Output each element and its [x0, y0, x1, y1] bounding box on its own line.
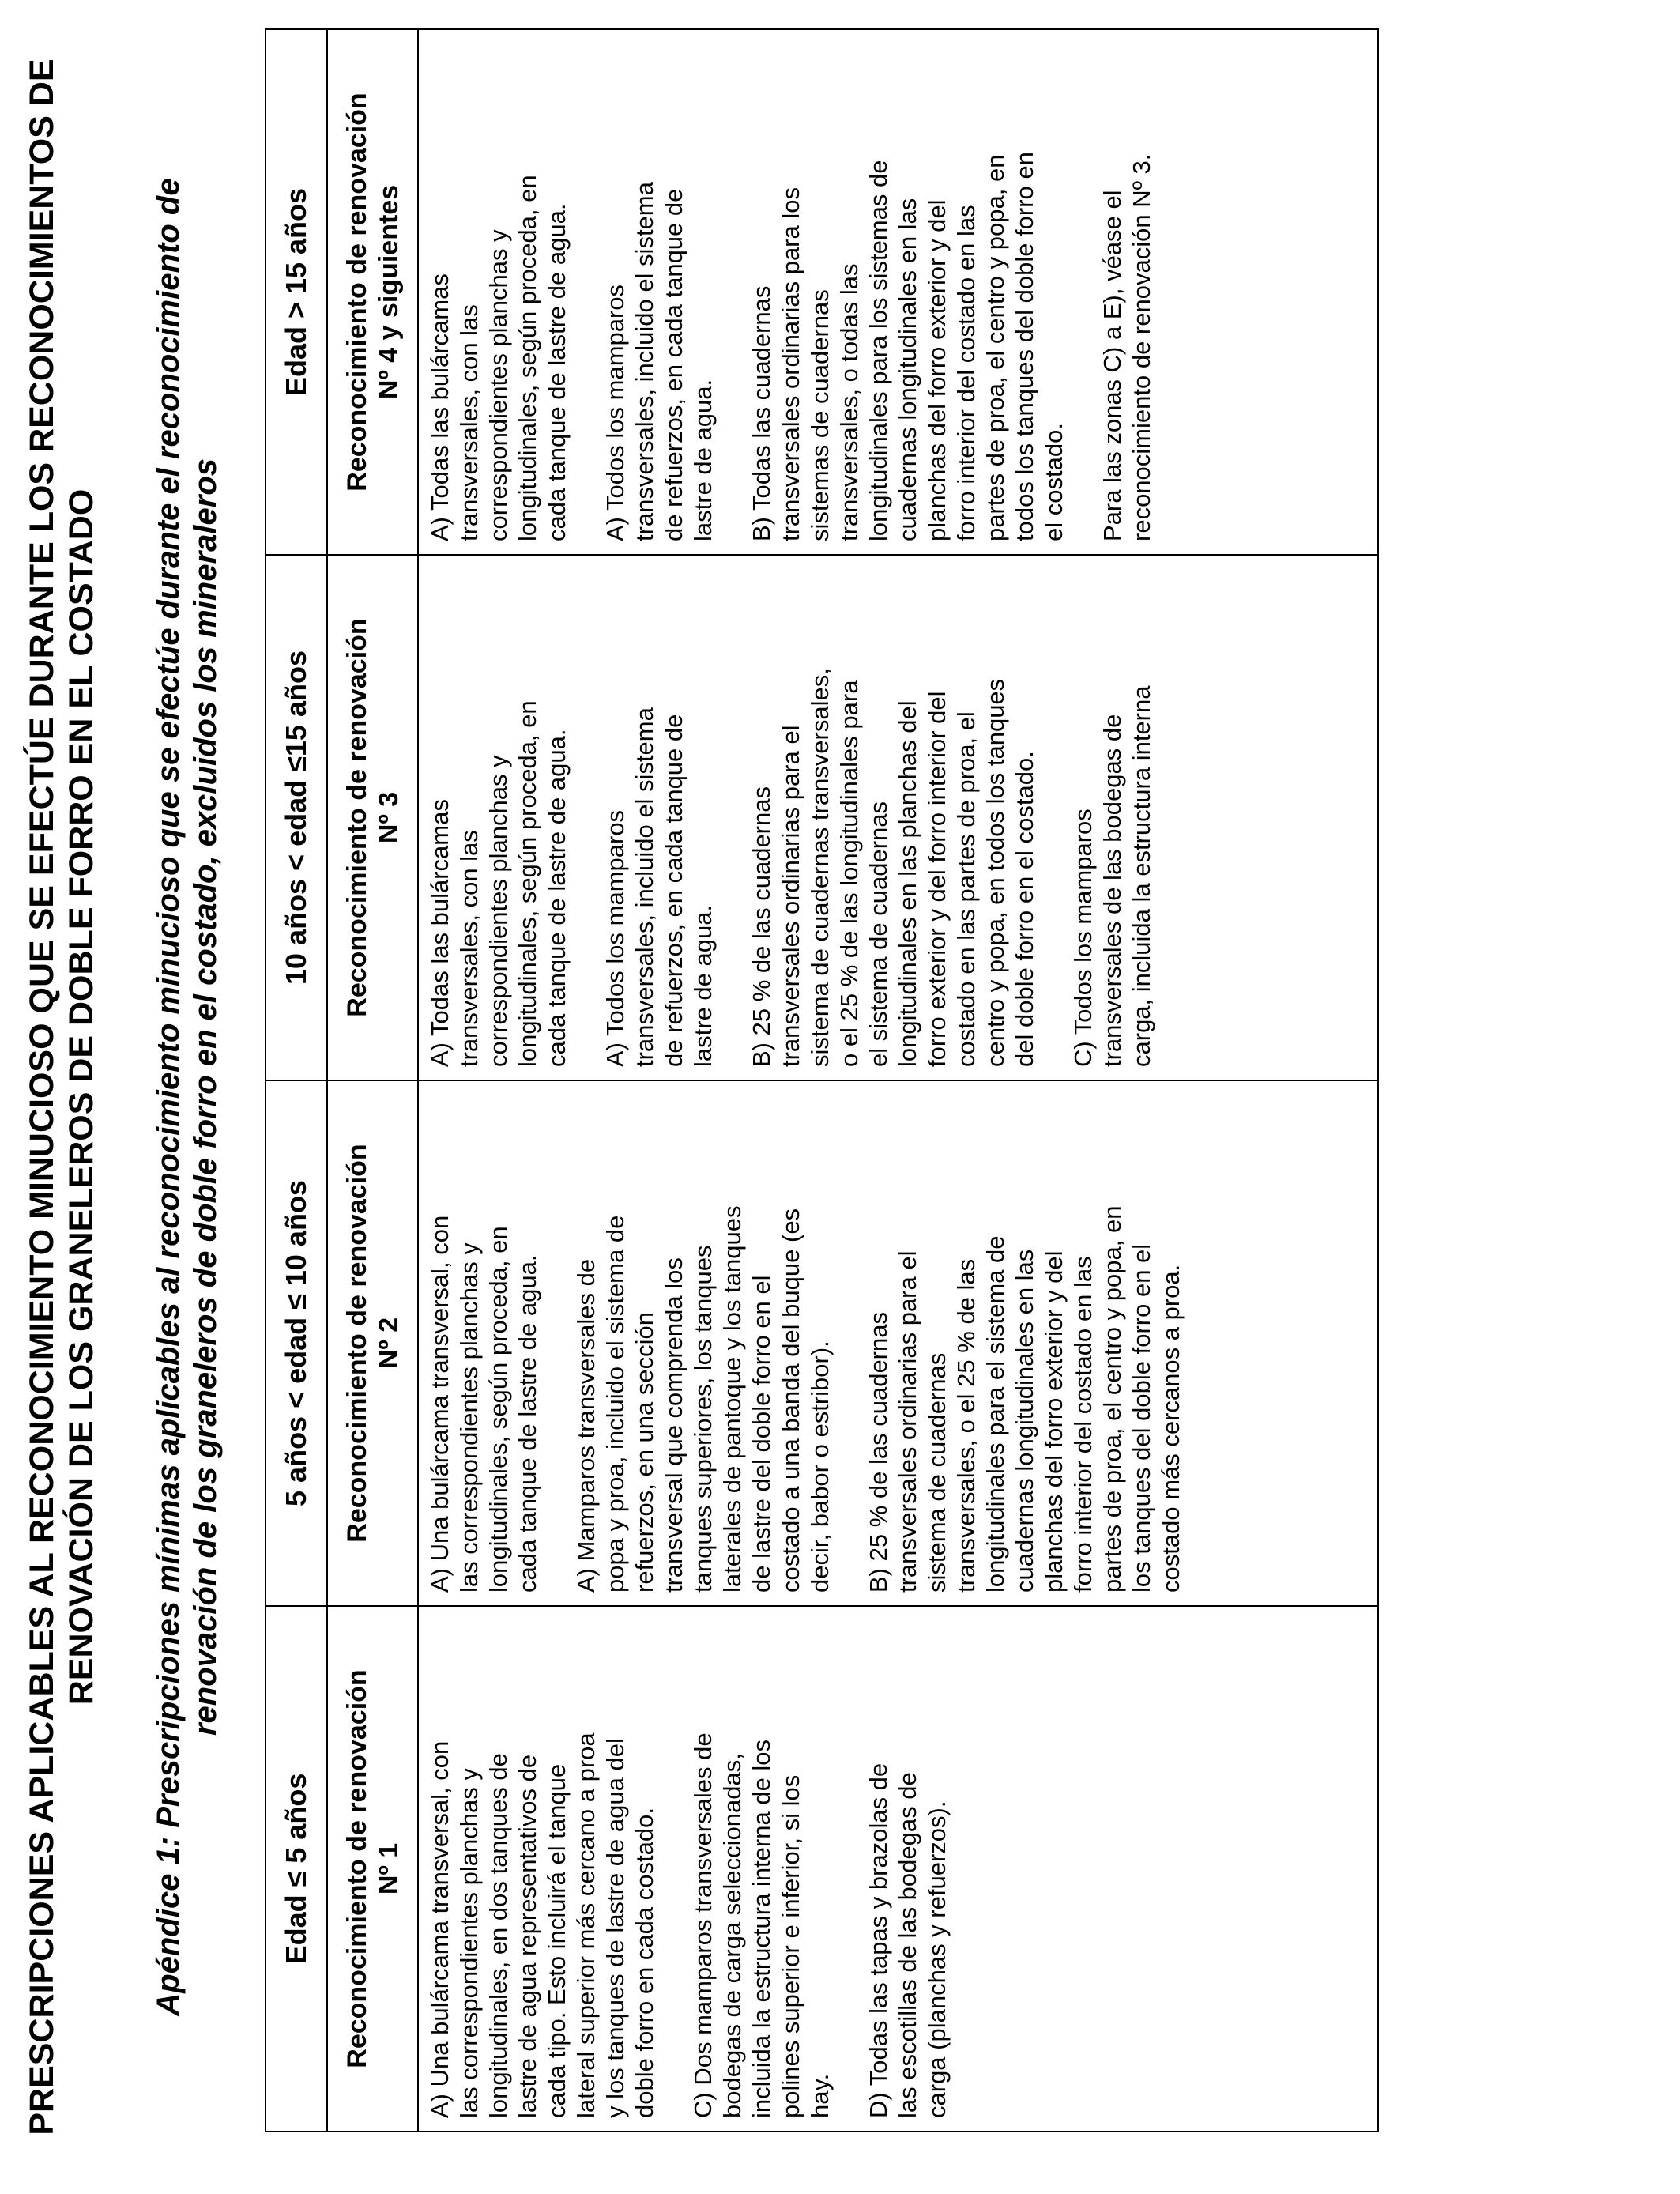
requirement-paragraph: A) Todos los mamparos transversales, incluido el sistema de refuerzos, en cada tanque de lastre de agua. [601, 182, 717, 541]
requirements-cell-1 [418, 1606, 1378, 2132]
requirement-paragraph: B) 25 % de las cuadernas transversales ordinarias para el sistema de cuadernas transversales, o el 25 % de las longitudinales para el sistema de cuadernas longitudinales en las planchas del forro exterior y del forro interior del costado en las partes de proa, el centro y popa, en los tanques del doble forro en el costado más cercanos a proa. [864, 1205, 1185, 1593]
requirement-paragraph: A) Todos los mamparos transversales, incluido el sistema de refuerzos, en cada tanque de lastre de agua. [601, 707, 717, 1067]
requirements-row [418, 29, 1378, 2132]
requirement-paragraph: B) Todas las cuadernas transversales ordinarias para los sistemas de cuadernas transversales, o todas las longitudinales para los sistemas de cuadernas longitudinales en las planchas del forro exterior y del forro interior del costado en las partes de proa, el centro y popa, en todos los tanques del doble forro en el costado. [748, 152, 1068, 541]
title-line-2: RENOVACIÓN DE LOS GRANELEROS DE DOBLE FORRO EN EL COSTADO [62, 488, 100, 1706]
requirement-paragraph: C) Todos los mamparos transversales de las bodegas de carga, incluida la estructura interna [1069, 685, 1155, 1067]
subtitle-line-2: renovación de los graneleros de doble forro en el costado, excluidos los mineraleros [188, 458, 223, 1736]
requirement-paragraph: A) Todas las bulárcamas transversales, con las correspondientes planchas y longitudinales, según proceda, en cada tanque de lastre de agua. [426, 700, 571, 1067]
requirements-table [265, 28, 1379, 2132]
requirements-cell-2 [418, 1080, 1378, 1606]
requirements-cell-4 [418, 29, 1378, 555]
requirement-paragraph: A) Una bulárcama transversal, con las correspondientes planchas y longitudinales, según proceda, en cada tanque de lastre de agua. [426, 1215, 541, 1593]
appendix-subtitle [150, 0, 224, 2194]
age-header-row [266, 29, 327, 2132]
page-title [22, 0, 101, 2194]
age-header-4: Edad > 15 años [266, 29, 327, 555]
title-line-1: PRESCRIPCIONES APLICABLES AL RECONOCIMIENTO MINUCIOSO QUE SE EFECTÚE DURANTE LOS RECONOCIMIENTOS DE [23, 58, 61, 2136]
age-header-3: 10 años < edad ≤15 años [266, 555, 327, 1080]
requirement-paragraph: A) Todas las bulárcamas transversales, con las correspondientes planchas y longitudinales, según proceda, en cada tanque de lastre de agua. [426, 175, 571, 541]
requirement-paragraph: A) Mamparos transversales de popa y proa, incluido el sistema de refuerzos, en una sección transversal que comprenda los tanques superiores, los tanques laterales de pantoque y los tanques de lastre del doble forro en el costado a una banda del buque (es decir, babor o estribor). [572, 1205, 834, 1593]
age-header-1: Edad ≤ 5 años [266, 1606, 327, 2132]
survey-header-3: Reconocimiento de renovación Nº 3 [327, 555, 418, 1080]
survey-header-4: Reconocimiento de renovación Nº 4 y siguientes [327, 29, 418, 555]
requirements-cell-3 [418, 555, 1378, 1080]
requirement-paragraph: C) Dos mamparos transversales de bodegas de carga seleccionadas, incluida la estructura interna de los polines superior e inferior, si los hay. [689, 1732, 834, 2118]
age-header-2: 5 años < edad ≤ 10 años [266, 1080, 327, 1606]
survey-header-1: Reconocimiento de renovación Nº 1 [327, 1606, 418, 2132]
survey-header-2: Reconocimiento de renovación Nº 2 [327, 1080, 418, 1606]
requirement-paragraph: Para las zonas C) a E), véase el reconocimiento de renovación Nº 3. [1098, 153, 1155, 541]
survey-header-row [327, 29, 418, 2132]
requirement-paragraph: B) 25 % de las cuadernas transversales ordinarias para el sistema de cuadernas transversales, o el 25 % de las longitudinales para el sistema de cuadernas longitudinales en las planchas del forro exterior y del forro interior del costado en las partes de proa, el centro y popa, en todos los tanques del doble forro en el costado. [748, 668, 1038, 1067]
subtitle-line-1: Apéndice 1: Prescripciones mínimas aplicables al reconocimiento minucioso que se efectúe durante el reconocimiento de [151, 178, 186, 2016]
requirement-paragraph: A) Una bulárcama transversal, con las correspondientes planchas y longitudinales, en dos tanques de lastre de agua representativos de cada tipo. Esto incluirá el tanque lateral superior más cercano a proa y los tanques de lastre de agua del doble forro en cada costado. [426, 1732, 658, 2118]
requirement-paragraph: D) Todas las tapas y brazolas de las escotillas de las bodegas de carga (planchas y refuerzos). [864, 1762, 951, 2118]
